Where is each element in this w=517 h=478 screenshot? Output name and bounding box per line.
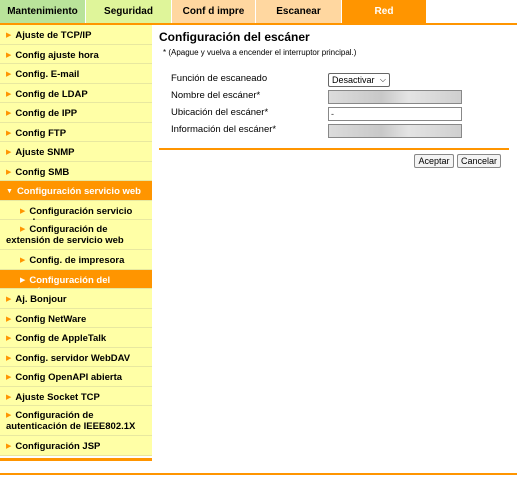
triangle-right-icon: ▶: [6, 296, 12, 303]
restart-note: * (Apague y vuelva a encender el interruptor principal.): [163, 48, 357, 57]
triangle-down-icon: ▼: [6, 188, 13, 195]
tab-print-settings[interactable]: Conf d impre: [172, 0, 256, 23]
triangle-right-icon: ▶: [6, 71, 12, 78]
sidebar-subitem-printer-config[interactable]: ▶ Config. de impresora: [0, 250, 152, 270]
sidebar: [0, 25, 152, 456]
triangle-right-icon: ▶: [6, 315, 12, 323]
sidebar-subitem-scanner-config[interactable]: ▶ Configuración del: [0, 270, 152, 290]
triangle-right-icon: ▶: [20, 276, 26, 284]
triangle-right-icon: ▶: [6, 51, 12, 59]
scan-function-select[interactable]: Desactivar ⌵: [328, 73, 390, 87]
page-title: Configuración del escáner: [159, 30, 310, 44]
sidebar-item-smb[interactable]: ▶ Config SMB: [0, 162, 152, 182]
sidebar-item-email[interactable]: ▶ Config. E-mail: [0, 64, 152, 84]
row-scanner-name: [171, 90, 471, 104]
triangle-right-icon: ▶: [6, 90, 12, 98]
scanner-info-label: Información del escáner*: [171, 124, 277, 135]
sidebar-item-ldap[interactable]: ▶ Config de LDAP: [0, 84, 152, 104]
sidebar-item-appletalk[interactable]: ▶ Config de AppleTalk: [0, 328, 152, 348]
tab-network[interactable]: Red: [342, 0, 427, 23]
content-divider: [159, 148, 509, 150]
triangle-right-icon: ▶: [6, 32, 12, 39]
sidebar-item-openapi[interactable]: ▶ Config OpenAPI abierta: [0, 367, 152, 387]
scanner-name-label: Nombre del escáner*: [171, 90, 261, 101]
sidebar-item-tcpip[interactable]: ▶ Ajuste de TCP/IP: [0, 25, 152, 45]
scanner-location-label: Ubicación del escáner*: [171, 107, 269, 118]
row-scan-function: [171, 73, 471, 87]
triangle-right-icon: ▶: [6, 129, 12, 137]
sidebar-item-jsp[interactable]: ▶ Configuración JSP: [0, 436, 152, 456]
sidebar-subitem-web-service[interactable]: ▶ Configuración servicio: [0, 201, 152, 221]
triangle-right-icon: ▶: [20, 257, 26, 264]
triangle-right-icon: ▶: [6, 335, 12, 342]
triangle-right-icon: ▶: [6, 168, 12, 176]
triangle-right-icon: ▶: [6, 110, 12, 117]
sidebar-item-netware[interactable]: ▶ Config NetWare: [0, 309, 152, 329]
triangle-right-icon: ▶: [6, 374, 12, 381]
sidebar-item-bonjour[interactable]: ▶ Aj. Bonjour: [0, 289, 152, 309]
triangle-right-icon: ▶: [20, 207, 26, 215]
scanner-name-input[interactable]: [328, 90, 462, 104]
scan-function-label: Función de escaneado: [171, 73, 268, 84]
triangle-right-icon: ▶: [6, 149, 12, 156]
triangle-right-icon: ▶: [6, 354, 12, 362]
sidebar-item-ieee8021x[interactable]: ▶ Configuración de autenticación de IEEE802.1X: [0, 406, 152, 436]
sidebar-subitem-web-service-extension[interactable]: ▶ Configuración de extensión de servicio web: [0, 220, 152, 250]
sidebar-item-socket-tcp[interactable]: ▶ Ajuste Socket TCP: [0, 387, 152, 407]
scanner-location-input[interactable]: -: [328, 107, 462, 121]
sidebar-item-ftp[interactable]: ▶ Config FTP: [0, 123, 152, 143]
tab-maintenance[interactable]: Mantenimiento: [0, 0, 86, 23]
row-scanner-location: [171, 107, 471, 121]
triangle-right-icon: ▶: [6, 393, 12, 401]
tab-scan[interactable]: Escanear: [256, 0, 342, 23]
scanner-info-input[interactable]: [328, 124, 462, 138]
sidebar-item-web-service[interactable]: ▼ Configuración servicio web: [0, 181, 152, 201]
triangle-right-icon: ▶: [6, 412, 12, 419]
row-scanner-info: [171, 124, 471, 138]
tab-security[interactable]: Seguridad: [86, 0, 172, 23]
triangle-right-icon: ▶: [6, 443, 12, 450]
sidebar-item-time-settings[interactable]: ▶ Config ajuste hora: [0, 45, 152, 65]
chevron-down-icon: ⌵: [379, 75, 386, 84]
sidebar-item-snmp[interactable]: ▶ Ajuste SNMP: [0, 142, 152, 162]
triangle-right-icon: ▶: [20, 226, 26, 233]
sidebar-bottom-divider: [0, 458, 152, 461]
main-content: [159, 30, 509, 135]
sidebar-item-webdav[interactable]: ▶ Config. servidor WebDAV: [0, 348, 152, 368]
top-tab-bar: [0, 0, 517, 24]
cancel-button[interactable]: Cancelar: [457, 154, 501, 168]
sidebar-item-ipp[interactable]: ▶ Config de IPP: [0, 103, 152, 123]
page-bottom-divider: [0, 473, 517, 475]
accept-button[interactable]: Aceptar: [414, 154, 454, 168]
